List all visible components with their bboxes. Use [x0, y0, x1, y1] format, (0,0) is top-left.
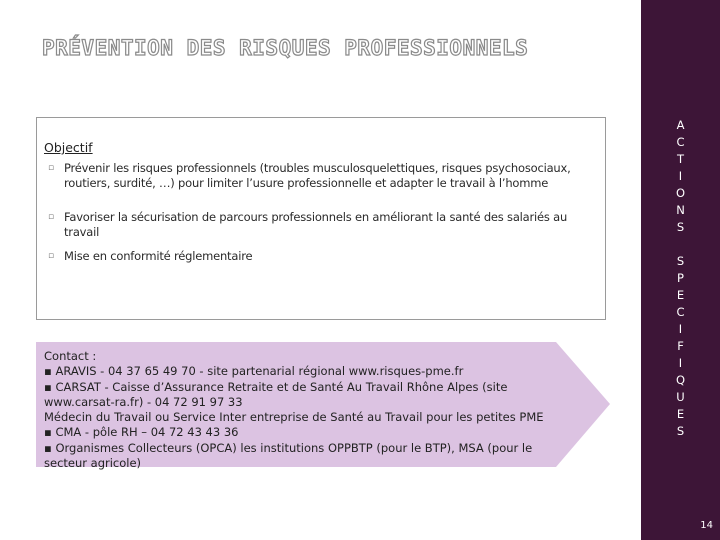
sidebar-letter: U [676, 390, 685, 404]
bullet-text: Prévenir les risques professionnels (troubles musculosquelettiques, risques psychosociaux, routiers, surdité, …) pour limiter l’usure professionnelle et adapter le travail à l’homme [64, 161, 571, 190]
sidebar-letter: E [676, 288, 685, 302]
objective-bullet [44, 210, 589, 240]
objective-box [36, 117, 606, 320]
sidebar-letter: N [676, 203, 685, 217]
contact-line: Médecin du Travail ou Service Inter entreprise de Santé au Travail pour les petites PME [44, 410, 544, 425]
contact-line: ▪ ARAVIS - 04 37 65 49 70 - site partenarial régional www.risques-pme.fr [44, 364, 464, 379]
contact-line: secteur agricole) [44, 456, 142, 471]
sidebar-letter: C [676, 305, 685, 319]
sidebar-letter: Q [675, 373, 686, 387]
sidebar-letter: P [677, 271, 684, 285]
bullet-text: Favoriser la sécurisation de parcours professionnels en améliorant la santé des salariés au travail [64, 210, 568, 239]
bullet-marker: ▫ [48, 212, 54, 222]
sidebar-letter: T [676, 152, 685, 166]
objective-heading: Objectif [44, 140, 93, 155]
sidebar-letter: I [678, 169, 683, 183]
sidebar-letter: F [677, 339, 684, 353]
sidebar-letter: C [676, 135, 685, 149]
contact-line: www.carsat-ra.fr) - 04 72 91 97 33 [44, 394, 243, 409]
contact-line: ▪ CARSAT - Caisse d’Assurance Retraite et de Santé Au Travail Rhône Alpes (site [44, 379, 508, 394]
sidebar-letter: O [675, 186, 686, 200]
sidebar-word-actions [641, 117, 720, 236]
sidebar-letter: A [676, 118, 685, 132]
sidebar-letter: I [678, 356, 683, 370]
sidebar-word-specifiques [641, 253, 720, 440]
sidebar-letter: I [678, 322, 683, 336]
sidebar-letter: S [676, 220, 685, 234]
sidebar-letter: E [676, 407, 685, 421]
objective-bullet [44, 161, 589, 191]
bullet-marker: ▫ [48, 251, 54, 261]
bullet-marker: ▫ [48, 163, 54, 173]
slide-title: PRÉVENTION DES RISQUES PROFESSIONNELS [42, 36, 529, 60]
contact-arrow-box [36, 342, 610, 471]
sidebar-panel [641, 0, 720, 540]
contact-line: Contact : [44, 349, 97, 363]
sidebar-letter: S [676, 254, 685, 268]
contact-line: ▪ CMA - pôle RH – 04 72 43 43 36 [44, 425, 239, 440]
sidebar-letter: S [676, 424, 685, 438]
page-number: 14 [700, 520, 713, 531]
contact-text [44, 349, 594, 471]
contact-line: ▪ Organismes Collecteurs (OPCA) les institutions OPPBTP (pour le BTP), MSA (pour le [44, 440, 533, 455]
objective-bullet [44, 249, 589, 264]
bullet-text: Mise en conformité réglementaire [64, 249, 253, 263]
